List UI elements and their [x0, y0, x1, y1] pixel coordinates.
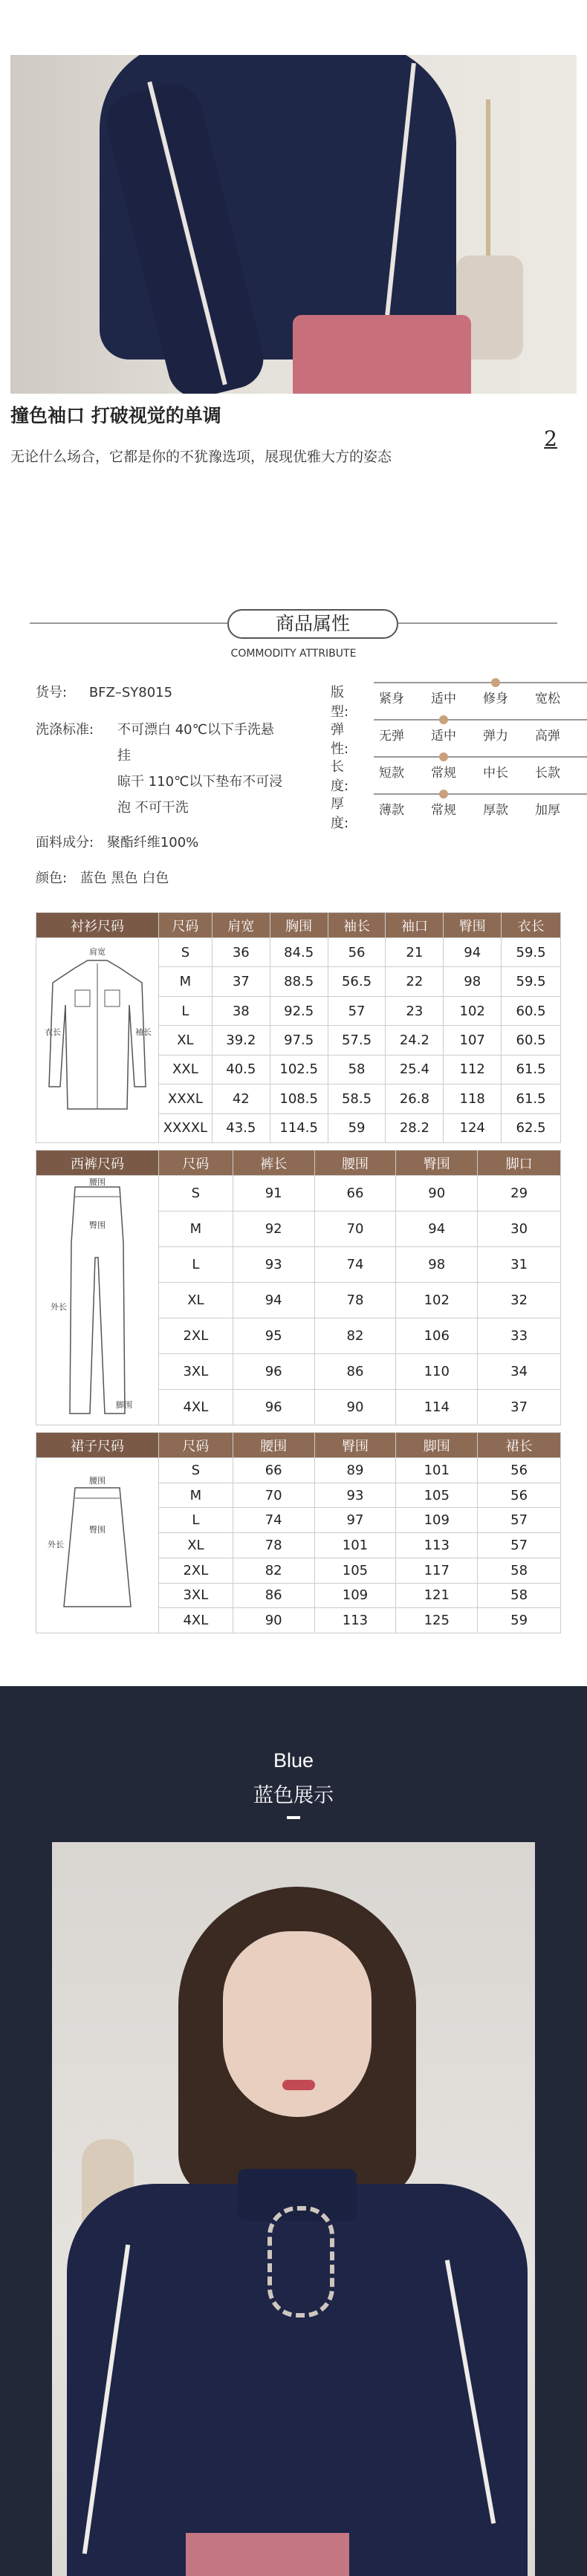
table-cell: 96: [233, 1354, 314, 1390]
pants-diagram-cell: [36, 1176, 159, 1425]
skirt-header-cell: 裙长: [478, 1433, 561, 1458]
table-cell: 97: [314, 1508, 396, 1533]
diagram-label-sleeve: 袖长: [134, 1027, 152, 1037]
table-cell: 93: [314, 1483, 396, 1508]
table-cell: S: [158, 1458, 233, 1483]
table-cell: 59: [328, 1113, 386, 1142]
table-cell: 106: [396, 1318, 478, 1354]
table-cell: 40.5: [212, 1055, 270, 1084]
table-cell: 43.5: [212, 1113, 270, 1142]
diagram-label-length: 外长: [50, 1302, 67, 1312]
table-cell: 23: [386, 996, 444, 1025]
attr-fabric-value: 聚酯纤维100%: [106, 835, 199, 850]
attr-scale-option: 适中: [431, 729, 456, 744]
table-cell: XL: [158, 1533, 233, 1558]
table-cell: 113: [396, 1533, 478, 1558]
table-cell: 57: [328, 996, 386, 1025]
attr-scale-option: 常规: [431, 766, 456, 781]
table-cell: 57: [478, 1508, 561, 1533]
skirt-header-cell: 腰围: [233, 1433, 314, 1458]
skirt-diagram-cell: [36, 1458, 159, 1633]
attributes-title: 商品属性: [227, 609, 398, 639]
attr-scale-indicator: [439, 790, 448, 799]
table-cell: 98: [396, 1247, 478, 1283]
table-cell: S: [158, 1176, 233, 1211]
table-cell: 3XL: [158, 1354, 233, 1390]
skirt-header-cell: 臀围: [314, 1433, 396, 1458]
table-cell: 82: [314, 1318, 396, 1354]
table-cell: XXXL: [158, 1084, 212, 1113]
table-cell: 110: [396, 1354, 478, 1390]
skirt-size-table: [36, 1432, 561, 1633]
table-cell: 92.5: [270, 996, 328, 1025]
attr-scale-indicator: [439, 752, 448, 761]
table-cell: 29: [478, 1176, 561, 1211]
diagram-label-length: 外长: [47, 1540, 64, 1549]
table-cell: 60.5: [502, 996, 561, 1025]
table-cell: 117: [396, 1558, 478, 1583]
table-cell: 60.5: [502, 1026, 561, 1055]
table-cell: 56: [328, 938, 386, 967]
table-cell: S: [158, 938, 212, 967]
table-cell: 33: [478, 1318, 561, 1354]
diagram-label-length: 衣长: [44, 1027, 61, 1037]
table-cell: M: [158, 1211, 233, 1247]
attr-scale-track: [374, 719, 587, 721]
attr-wash-label: 洗涤标准:: [36, 722, 94, 738]
table-cell: 109: [396, 1508, 478, 1533]
attributes-subtitle: COMMODITY ATTRIBUTE: [230, 648, 357, 660]
table-cell: L: [158, 1247, 233, 1283]
caption-title: 撞色袖口 打破视觉的单调: [10, 405, 221, 426]
attr-scale-option: 短款: [379, 766, 404, 781]
table-row: [36, 1458, 561, 1483]
shirt-header-cell: 袖长: [328, 913, 386, 938]
table-cell: 59: [478, 1608, 561, 1633]
skirt-diagram: [42, 1458, 153, 1629]
pants-diagram: [42, 1176, 153, 1421]
diagram-label-waist: 腰围: [88, 1476, 106, 1486]
table-cell: 42: [212, 1084, 270, 1113]
table-cell: 94: [396, 1211, 478, 1247]
blue-showcase-cn: 蓝色展示: [253, 1784, 334, 1807]
shirt-header-cell: 臀围: [444, 913, 502, 938]
table-cell: 94: [233, 1283, 314, 1318]
attr-scale-track: [374, 682, 587, 683]
table-cell: M: [158, 967, 212, 996]
table-cell: 58: [328, 1055, 386, 1084]
attr-scale-option: 紧身: [379, 692, 404, 706]
table-cell: 95: [233, 1318, 314, 1354]
skirt-table-label: 裙子尺码: [36, 1433, 159, 1458]
table-cell: 25.4: [386, 1055, 444, 1084]
table-cell: 21: [386, 938, 444, 967]
heading-divider-left: [30, 622, 227, 624]
diagram-label-hip: 臀围: [88, 1220, 106, 1230]
table-cell: 125: [396, 1608, 478, 1633]
diagram-label-shoulder: 肩宽: [88, 947, 106, 957]
attr-wash-line2: 挂: [117, 748, 131, 764]
shirt-header-cell: 胸围: [270, 913, 328, 938]
table-cell: 61.5: [502, 1084, 561, 1113]
table-cell: 2XL: [158, 1558, 233, 1583]
pants-size-table: [36, 1150, 561, 1425]
table-cell: 58.5: [328, 1084, 386, 1113]
table-cell: 105: [396, 1483, 478, 1508]
table-cell: 22: [386, 967, 444, 996]
shirt-size-table: [36, 912, 561, 1143]
attr-scale-indicator: [439, 715, 448, 724]
table-cell: 58: [478, 1583, 561, 1608]
table-cell: 89: [314, 1458, 396, 1483]
table-cell: 4XL: [158, 1608, 233, 1633]
table-cell: XL: [158, 1283, 233, 1318]
table-cell: 98: [444, 967, 502, 996]
attr-wash-line3: 晾干 110℃以下垫布不可浸: [117, 774, 283, 790]
attr-color-value: 蓝色 黑色 白色: [80, 871, 169, 886]
attr-scale-indicator: [491, 678, 500, 687]
attr-color: [36, 868, 169, 890]
attr-wash-line1: 不可漂白 40℃以下手洗悬: [117, 722, 274, 738]
table-cell: 58: [478, 1558, 561, 1583]
table-cell: 3XL: [158, 1583, 233, 1608]
shirt-diagram-cell: [36, 938, 159, 1143]
table-cell: 114.5: [270, 1113, 328, 1142]
table-cell: 91: [233, 1176, 314, 1211]
table-cell: 90: [314, 1390, 396, 1425]
attr-scale-track: [374, 793, 587, 795]
attr-scale-option: 常规: [431, 803, 456, 818]
table-cell: 78: [233, 1533, 314, 1558]
pants-header-cell: 臀围: [396, 1151, 478, 1176]
skirt-header-cell: 脚围: [396, 1433, 478, 1458]
attr-scale-option: 长款: [535, 766, 560, 781]
table-cell: 93: [233, 1247, 314, 1283]
table-cell: XL: [158, 1026, 212, 1055]
table-cell: 90: [396, 1176, 478, 1211]
table-cell: 66: [233, 1458, 314, 1483]
table-cell: 108.5: [270, 1084, 328, 1113]
shirt-table-label: 衬衫尺码: [36, 913, 159, 938]
table-cell: 82: [233, 1558, 314, 1583]
table-cell: 92: [233, 1211, 314, 1247]
attr-fabric: [36, 832, 198, 854]
diagram-label-waist: 腰围: [88, 1177, 106, 1187]
table-cell: 101: [314, 1533, 396, 1558]
table-cell: 107: [444, 1026, 502, 1055]
table-cell: L: [158, 996, 212, 1025]
table-cell: 74: [233, 1508, 314, 1533]
table-cell: 31: [478, 1247, 561, 1283]
table-row: [36, 938, 561, 967]
table-cell: 114: [396, 1390, 478, 1425]
skirt-header-cell: 尺码: [158, 1433, 233, 1458]
heading-divider-right: [398, 622, 557, 624]
attr-scale-option: 中长: [483, 766, 508, 781]
table-cell: 88.5: [270, 967, 328, 996]
table-cell: 57: [478, 1533, 561, 1558]
caption-number: 2: [544, 426, 557, 451]
shirt-header-cell: 尺码: [158, 913, 212, 938]
table-cell: XXXXL: [158, 1113, 212, 1142]
attr-scale-option: 弹力: [483, 729, 508, 744]
pants-header-cell: 腰围: [314, 1151, 396, 1176]
attr-scale-option: 宽松: [535, 692, 560, 706]
table-cell: 37: [212, 967, 270, 996]
attributes-heading: [0, 602, 587, 661]
table-cell: L: [158, 1508, 233, 1533]
table-cell: 62.5: [502, 1113, 561, 1142]
table-cell: 39.2: [212, 1026, 270, 1055]
attr-scale-option: 高弹: [535, 729, 560, 744]
table-cell: 59.5: [502, 938, 561, 967]
blue-showcase-en: Blue: [273, 1749, 314, 1772]
attr-scale-option: 适中: [431, 692, 456, 706]
table-cell: 56: [478, 1458, 561, 1483]
attr-scale-option: 薄款: [379, 803, 404, 818]
table-cell: 86: [314, 1354, 396, 1390]
table-cell: 56.5: [328, 967, 386, 996]
table-cell: 113: [314, 1608, 396, 1633]
pants-table-label: 西裤尺码: [36, 1151, 159, 1176]
attr-fabric-label: 面料成分:: [36, 835, 94, 850]
pants-header-cell: 脚口: [478, 1151, 561, 1176]
hero-product-photo: [10, 55, 577, 394]
attr-scale-track: [374, 756, 587, 758]
blue-showcase-underline: [287, 1816, 300, 1819]
table-cell: 121: [396, 1583, 478, 1608]
table-cell: 61.5: [502, 1055, 561, 1084]
table-cell: 28.2: [386, 1113, 444, 1142]
table-cell: 34: [478, 1354, 561, 1390]
table-cell: 102: [444, 996, 502, 1025]
table-cell: 36: [212, 938, 270, 967]
table-cell: 2XL: [158, 1318, 233, 1354]
pants-header-cell: 裤长: [233, 1151, 314, 1176]
caption-subtitle: 无论什么场合，它都是你的不犹豫选项，展现优雅大方的姿态: [10, 449, 392, 465]
attr-scale-option: 厚款: [483, 803, 508, 818]
table-cell: 59.5: [502, 967, 561, 996]
shirt-header-cell: 衣长: [502, 913, 561, 938]
attr-wash-line4: 泡 不可干洗: [117, 800, 189, 816]
table-cell: 32: [478, 1283, 561, 1318]
table-cell: 30: [478, 1211, 561, 1247]
table-cell: 56: [478, 1483, 561, 1508]
attr-color-label: 颜色:: [36, 871, 68, 886]
attr-scale-label: 厚度:: [331, 796, 349, 831]
table-cell: 38: [212, 996, 270, 1025]
blue-model-photo: [52, 1842, 535, 2576]
table-cell: 90: [233, 1608, 314, 1633]
attr-sku-value: BFZ–SY8015: [88, 685, 173, 700]
table-cell: 102.5: [270, 1055, 328, 1084]
table-cell: 24.2: [386, 1026, 444, 1055]
shirt-header-cell: 肩宽: [212, 913, 270, 938]
attr-scale-label: 弹性:: [331, 722, 349, 757]
attr-scale-label: 版型:: [331, 685, 349, 720]
diagram-label-hip: 臀围: [88, 1525, 106, 1535]
table-cell: 96: [233, 1390, 314, 1425]
table-cell: 124: [444, 1113, 502, 1142]
shirt-header-cell: 袖口: [386, 913, 444, 938]
table-cell: M: [158, 1483, 233, 1508]
table-cell: 37: [478, 1390, 561, 1425]
attr-scale-label: 长度:: [331, 759, 349, 794]
attr-sku-label: 货号:: [36, 685, 68, 700]
table-cell: 112: [444, 1055, 502, 1084]
diagram-label-hem: 脚围: [115, 1400, 132, 1410]
table-cell: 66: [314, 1176, 396, 1211]
table-cell: 57.5: [328, 1026, 386, 1055]
table-cell: 102: [396, 1283, 478, 1318]
table-cell: 94: [444, 938, 502, 967]
table-cell: 26.8: [386, 1084, 444, 1113]
attr-scale-option: 修身: [483, 692, 508, 706]
table-cell: 4XL: [158, 1390, 233, 1425]
table-row: [36, 1176, 561, 1211]
table-cell: 109: [314, 1583, 396, 1608]
table-cell: 101: [396, 1458, 478, 1483]
table-cell: 74: [314, 1247, 396, 1283]
table-cell: 86: [233, 1583, 314, 1608]
attr-scale-option: 加厚: [535, 803, 560, 818]
table-cell: 118: [444, 1084, 502, 1113]
table-cell: 84.5: [270, 938, 328, 967]
table-cell: 97.5: [270, 1026, 328, 1055]
table-cell: 70: [314, 1211, 396, 1247]
pants-header-cell: 尺码: [158, 1151, 233, 1176]
table-cell: 78: [314, 1283, 396, 1318]
table-cell: 70: [233, 1483, 314, 1508]
shirt-diagram: [42, 938, 153, 1139]
table-cell: 105: [314, 1558, 396, 1583]
attr-scale-option: 无弹: [379, 729, 404, 744]
table-cell: XXL: [158, 1055, 212, 1084]
attr-sku: [36, 682, 172, 704]
